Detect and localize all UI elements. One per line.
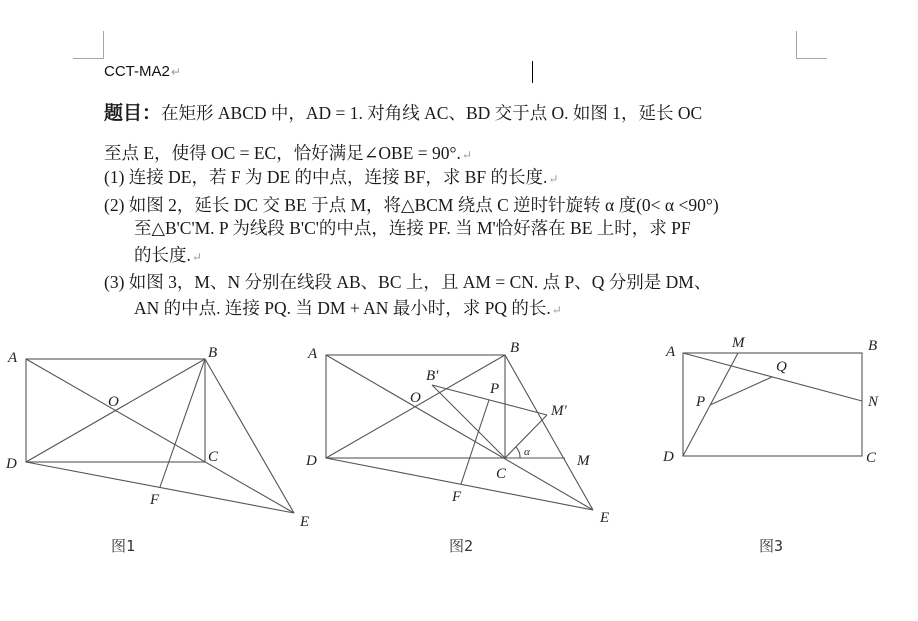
question-2-number: (2) <box>104 195 125 215</box>
label-M: M <box>577 453 590 469</box>
label-B: B <box>208 345 218 361</box>
question-2-text-1: 如图 2，延长 DC 交 BE 于点 M，将△BCM 绕点 C 逆时针旋转 α 度(0< α <90°) <box>128 195 719 215</box>
figure-1-caption: 图1 <box>111 537 136 555</box>
crop-mark-top-right <box>796 31 827 59</box>
problem-statement-line-1: 在矩形 ABCD 中，AD = 1. 对角线 AC、BD 交于点 O. 如图 1，延长 OC <box>161 103 703 123</box>
label-A: A <box>8 350 18 366</box>
figure-2-diagram <box>300 330 620 530</box>
question-3-text-2: AN 的中点. 连接 PQ. 当 DM + AN 最小时，求 PQ 的长. <box>134 298 551 318</box>
label-B: B <box>510 340 520 356</box>
label-P: P <box>696 394 706 410</box>
label-P: P <box>490 381 500 397</box>
figure-2 <box>300 330 620 535</box>
question-3-line-1 <box>104 269 711 295</box>
label-A: A <box>666 344 676 360</box>
label-B: B <box>868 338 878 354</box>
label-F: F <box>452 489 462 505</box>
question-3-number: (3) <box>104 272 125 292</box>
document-header <box>104 63 181 80</box>
question-3-line-2 <box>134 295 562 323</box>
label-E: E <box>300 514 310 530</box>
label-E: E <box>600 510 610 526</box>
question-2-text-3: 的长度. <box>134 245 191 265</box>
figure-3-diagram <box>650 325 900 475</box>
problem-line-1 <box>104 100 702 127</box>
label-Q: Q <box>776 359 787 375</box>
label-D: D <box>6 456 17 472</box>
paragraph-mark-icon: ↵ <box>551 303 562 317</box>
question-1-number: (1) <box>104 167 125 187</box>
paragraph-mark-icon: ↵ <box>461 148 472 162</box>
label-M-prime: M′ <box>551 403 567 419</box>
header-code: CCT-MA2 <box>104 63 170 80</box>
figure-2-caption: 图2 <box>449 537 474 555</box>
figure-3-caption: 图3 <box>759 537 784 555</box>
figure-1 <box>0 330 320 535</box>
question-2-line-3 <box>134 242 202 270</box>
label-C: C <box>208 449 219 465</box>
label-M: M <box>732 335 745 351</box>
label-A: A <box>308 346 318 362</box>
label-O: O <box>108 394 119 410</box>
label-C: C <box>496 466 507 482</box>
label-N: N <box>868 394 879 410</box>
label-B-prime: B′ <box>426 368 439 384</box>
problem-statement-line-2: 至点 E，使得 OC = EC，恰好满足∠OBE = 90°. <box>104 143 461 163</box>
question-2-text-2: 至△B'C'M. P 为线段 B'C'的中点，连接 PF. 当 M'恰好落在 BE 上时，求 PF <box>134 218 691 238</box>
problem-title-label: 题目： <box>104 103 162 124</box>
crop-mark-top-left <box>73 31 104 59</box>
label-D: D <box>306 453 317 469</box>
figure-1-diagram <box>0 330 320 530</box>
question-2-line-2 <box>134 215 691 241</box>
paragraph-mark-icon: ↵ <box>548 172 559 186</box>
label-D: D <box>663 449 674 465</box>
question-1-text: 连接 DE，若 F 为 DE 的中点，连接 BF，求 BF 的长度. <box>128 167 548 187</box>
question-1 <box>104 164 558 192</box>
figure-3 <box>650 325 900 480</box>
label-O: O <box>410 390 421 406</box>
label-alpha: α <box>524 446 530 458</box>
paragraph-mark-icon: ↵ <box>170 65 181 79</box>
paragraph-mark-icon: ↵ <box>191 250 202 264</box>
label-C: C <box>866 450 877 466</box>
text-cursor <box>532 61 533 83</box>
label-F: F <box>150 492 160 508</box>
question-3-text-1: 如图 3，M、N 分别在线段 AB、BC 上，且 AM = CN. 点 P、Q 分别是 DM、 <box>128 272 712 292</box>
